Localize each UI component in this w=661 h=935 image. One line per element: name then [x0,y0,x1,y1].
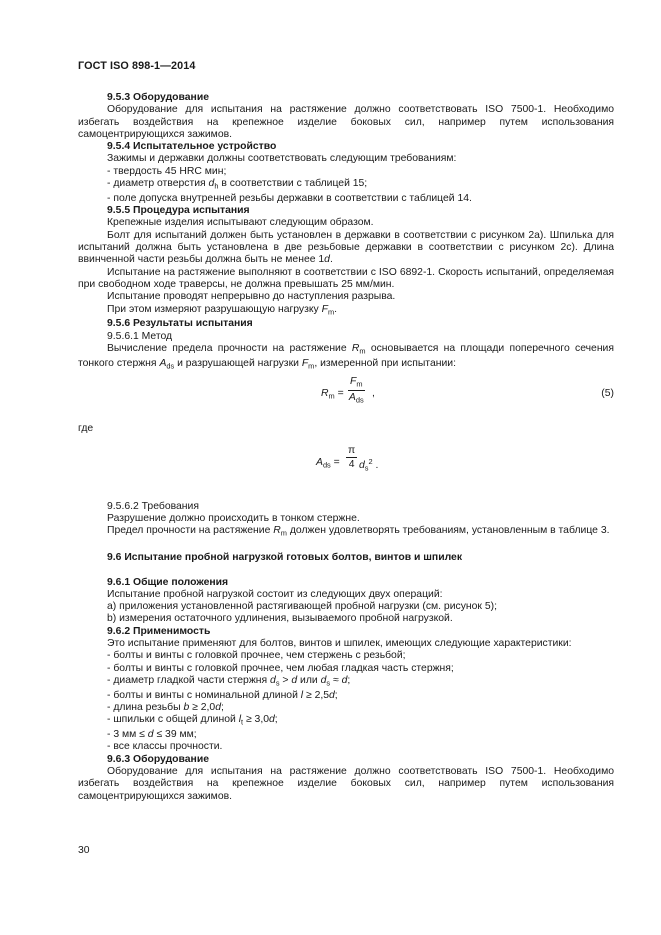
paragraph: Крепежные изделия испытывают следующим образом. [107,217,374,229]
list-item: а) приложения установленной растягивающей пробной нагрузки (см. рисунок 5); [107,601,497,613]
document-header: ГОСТ ISO 898-1—2014 [78,60,196,72]
list-item: - болты и винты с головкой прочнее, чем стержень с резьбой; [107,650,406,662]
paragraph: Болт для испытаний должен быть установлен в державки в соответствии с рисунком 2а). Шпилька для испытаний должна быть установлена в две резьбовые державки в соответствии с рисунком 2с). Длина ввинченной части резьбы должна быть не менее 1d. [78,229,614,266]
section-heading: 9.6 Испытание пробной нагрузкой готовых болтов, винтов и шпилек [107,552,463,564]
paragraph: Испытание пробной нагрузкой состоит из следующих двух операций: [107,588,443,600]
where-label: где [78,422,94,434]
section-heading: 9.6.3 Оборудование [107,753,209,765]
list-item: - твердость 45 HRC мин; [107,165,227,177]
equation-ads [78,441,614,489]
paragraph: Разрушение должно происходить в тонком стержне. [107,513,360,525]
subsection-heading: 9.5.6.2 Требования [107,500,199,512]
list-item: - шпильки с общей длиной $l_t \ge 3,0d$; [107,714,278,727]
list-item: - болты и винты с головкой прочнее, чем любая гладкая часть стержня; [107,662,454,674]
paragraph: При этом измеряют разрушающую нагрузку $F_m$. [107,303,338,317]
eq2-rhs: $d_s^2$ . [359,456,379,473]
list-item: - болты и винты с номинальной длиной l ≥ 2,5d; [107,689,338,701]
section-heading: 9.6.2 Применимость [107,625,211,637]
paragraph: Вычисление предела прочности на растяжение $R_m$ основывается на площади поперечного сечения тонкого стержня $A_{ds}$ и разрушающей нагрузки $F_m$, измеренной при испытании: [78,342,614,371]
paragraph: Испытание на растяжение выполняют в соответствии с ISO 6892-1. Скорость испытаний, определяемая при свободном ходе траверсы, не должна превышать 25 мм/мин. [78,266,614,290]
section-heading: 9.5.6 Результаты испытания [107,318,253,330]
eq1-fraction: $F_m$ $A_{ds}$ [348,375,364,405]
paragraph: Оборудование для испытания на растяжение должно соответствовать ISO 7500-1. Необходимо избегать воздействия на крепежное изделие боковых сил, например путем использования самоцентрирующихся зажимов. [78,765,614,802]
page-number: 30 [78,845,90,856]
eq2-lhs: $A_{ds}$ = [316,456,340,470]
section-heading: 9.5.3 Оборудование [107,92,209,103]
section-heading: 9.6.1 Общие положения [107,576,229,588]
list-item: - длина резьбы b ≥ 2,0d; [107,701,224,713]
list-item: - диаметр отверстия $d_h$ в соответствии с таблицей 15; [107,178,368,191]
section-heading: 9.5.5 Процедура испытания [107,205,250,217]
paragraph: Это испытание применяют для болтов, винтов и шпилек, имеющих следующие характеристики: [107,638,572,649]
paragraph: Испытание проводят непрерывно до наступления разрыва. [107,291,396,303]
eq1-lhs: $R_m$ = [321,387,344,401]
equation-5 [78,373,614,417]
paragraph: Зажимы и державки должны соответствовать следующим требованиям: [107,153,457,165]
list-item: b) измерения остаточного удлинения, вызываемого пробной нагрузкой. [107,613,453,625]
list-item: - диаметр гладкой части стержня $d_s > d$ или $d_s \approx d$; [107,674,351,688]
section-heading: 9.5.4 Испытательное устройство [107,141,277,153]
list-item: - все классы прочности. [107,741,223,753]
page-content [78,92,614,803]
paragraph: Оборудование для испытания на растяжение должно соответствовать ISO 7500-1. Необходимо избегать воздействия на крепежное изделие боковых сил, например путем использования самоцентрирующихся зажимов. [78,104,614,140]
subsection-heading: 9.5.6.1 Метод [107,330,173,342]
equation-number: (5) [601,387,614,399]
list-item: - 3 мм ≤ d ≤ 39 мм; [107,729,197,741]
list-item: - поле допуска внутренней резьбы державки в соответствии с таблицей 14. [107,192,472,204]
paragraph: Предел прочности на растяжение $R_m$ должен удовлетворять требованиям, установленным в таблице 3. [107,525,610,538]
eq1-comma: , [372,387,375,399]
eq2-fraction: $\frac{\pi}{4}$ [348,444,356,470]
